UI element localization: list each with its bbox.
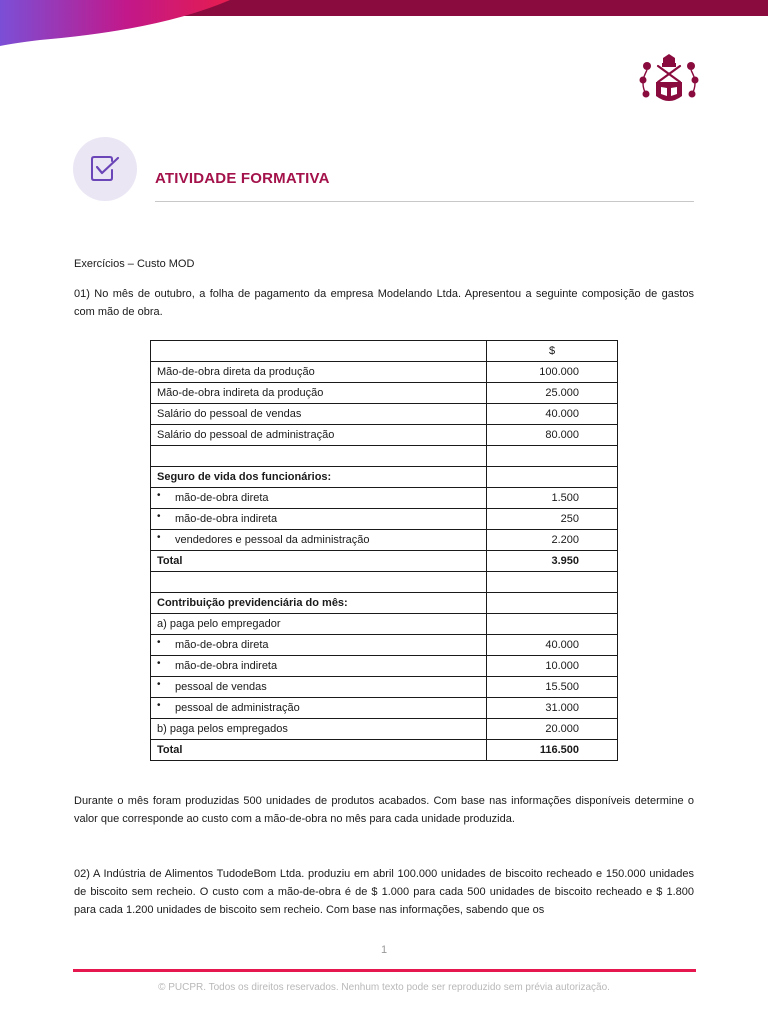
table-row-empty <box>151 572 618 593</box>
checkbox-check-icon <box>88 154 122 184</box>
exercise-heading: Exercícios – Custo MOD <box>74 258 195 270</box>
row-value: 40.000 <box>487 635 618 656</box>
row-value <box>487 614 618 635</box>
row-value: 31.000 <box>487 698 618 719</box>
row-label-cell <box>151 488 487 509</box>
bullet-icon: • <box>157 511 161 522</box>
question-1-text: 01) No mês de outubro, a folha de pagamento da empresa Modelando Ltda. Apresentou a seguinte composição de gastos com mão de obra. <box>74 288 694 318</box>
row-value: 116.500 <box>487 740 618 761</box>
row-label: pessoal de administração <box>175 702 300 714</box>
row-label: mão-de-obra direta <box>175 492 269 504</box>
row-value <box>487 467 618 488</box>
row-value: 10.000 <box>487 656 618 677</box>
bullet-icon: • <box>157 658 161 669</box>
row-value: 80.000 <box>487 425 618 446</box>
row-value: 100.000 <box>487 362 618 383</box>
row-label: vendedores e pessoal da administração <box>175 534 370 546</box>
table-section-row <box>151 593 618 614</box>
bullet-icon: • <box>157 700 161 711</box>
row-label: b) paga pelos empregados <box>151 719 487 740</box>
row-label <box>151 446 487 467</box>
table-row <box>151 698 618 719</box>
row-value: 20.000 <box>487 719 618 740</box>
row-value: 2.200 <box>487 530 618 551</box>
bullet-icon: • <box>157 679 161 690</box>
row-label: Total <box>151 740 487 761</box>
row-label: Salário do pessoal de vendas <box>151 404 487 425</box>
row-label: a) paga pelo empregador <box>151 614 487 635</box>
row-value <box>487 572 618 593</box>
table-header-currency: $ <box>487 341 618 362</box>
row-value: 250 <box>487 509 618 530</box>
row-label: mão-de-obra indireta <box>175 513 278 525</box>
title-divider <box>155 201 694 202</box>
bullet-icon: • <box>157 532 161 543</box>
row-label-cell <box>151 656 487 677</box>
row-label: Salário do pessoal de administração <box>151 425 487 446</box>
table-header-row <box>151 341 618 362</box>
row-value: 15.500 <box>487 677 618 698</box>
activity-icon-badge <box>73 137 137 201</box>
bullet-icon: • <box>157 637 161 648</box>
table-row <box>151 488 618 509</box>
footer-rule <box>73 969 696 972</box>
university-crest-icon <box>636 52 702 108</box>
table-total-row <box>151 740 618 761</box>
row-label: mão-de-obra direta <box>175 639 269 651</box>
copyright-notice: © PUCPR. Todos os direitos reservados. Nenhum texto pode ser reproduzido sem prévia autorização. <box>158 982 610 993</box>
header-swoosh <box>0 0 230 46</box>
table-header-label <box>151 341 487 362</box>
row-label: Mão-de-obra direta da produção <box>151 362 487 383</box>
table-row <box>151 509 618 530</box>
row-label: Mão-de-obra indireta da produção <box>151 383 487 404</box>
row-label-cell <box>151 698 487 719</box>
bullet-icon: • <box>157 490 161 501</box>
row-label: pessoal de vendas <box>175 681 267 693</box>
row-label-cell <box>151 635 487 656</box>
table-row <box>151 530 618 551</box>
row-label: Total <box>151 551 487 572</box>
table-row <box>151 362 618 383</box>
row-label <box>151 572 487 593</box>
question-2-text: 02) A Indústria de Alimentos TudodeBom Ltda. produziu em abril 100.000 unidades de biscoito recheado e 150.000 unidades de biscoito sem recheio. O custo com a mão-de-obra é de $ 1.000 para cada 500 unidades de biscoito recheado e $ 1.800 para cada 1.200 unidades de biscoito sem recheio. Com base nas informações, sabendo que os <box>74 868 694 916</box>
row-value <box>487 446 618 467</box>
table-row <box>151 383 618 404</box>
row-label: mão-de-obra indireta <box>175 660 278 672</box>
table-row <box>151 635 618 656</box>
row-value: 3.950 <box>487 551 618 572</box>
row-label-cell <box>151 509 487 530</box>
row-value: 40.000 <box>487 404 618 425</box>
question-1-followup: Durante o mês foram produzidas 500 unidades de produtos acabados. Com base nas informações disponíveis determine o valor que corresponde ao custo com a mão-de-obra no mês para cada unidade produzida. <box>74 795 694 825</box>
table-row <box>151 656 618 677</box>
row-value: 25.000 <box>487 383 618 404</box>
table-row <box>151 404 618 425</box>
section-title: ATIVIDADE FORMATIVA <box>155 170 330 187</box>
table-row <box>151 425 618 446</box>
table-section-row <box>151 467 618 488</box>
table-row <box>151 719 618 740</box>
row-label-cell <box>151 530 487 551</box>
table-row-empty <box>151 446 618 467</box>
row-label: Seguro de vida dos funcionários: <box>151 467 487 488</box>
table-total-row <box>151 551 618 572</box>
row-label: Contribuição previdenciária do mês: <box>151 593 487 614</box>
page-number: 1 <box>380 944 388 956</box>
table-row <box>151 677 618 698</box>
row-value <box>487 593 618 614</box>
table-row <box>151 614 618 635</box>
labor-cost-table <box>150 340 618 761</box>
row-label-cell <box>151 677 487 698</box>
row-value: 1.500 <box>487 488 618 509</box>
